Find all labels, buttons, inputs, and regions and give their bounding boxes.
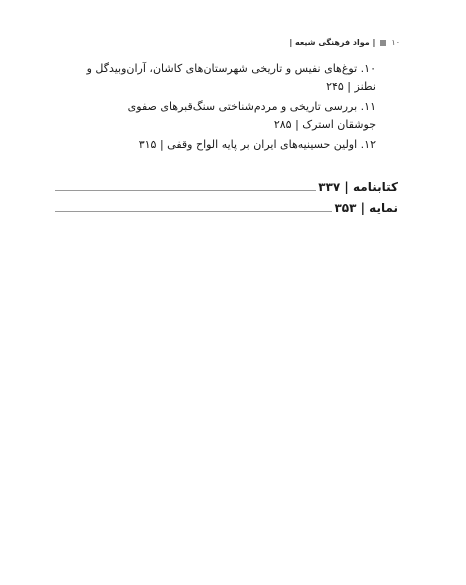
bibliography-entry: [55, 180, 398, 194]
page-number: ۱۰: [391, 38, 400, 47]
toc-item: ۱۱. بررسی تاریخی و مردم‌شناختی سنگ‌قبرهای صفوی جوشقان استرک | ۲۸۵: [127, 100, 376, 131]
running-title: | مواد فرهنگی شیعه |: [289, 38, 376, 47]
toc-item: ۱۲. اولین حسینیه‌های ایران بر پایه الواح وقفی | ۳۱۵: [138, 138, 376, 151]
bibliography-label: کتابنامه | ۳۳۷: [318, 180, 398, 194]
toc-item: ۱۰. توغ‌های نفیس و تاریخی شهرستان‌های کاشان، آران‌وبیدگل و نطنز | ۲۴۵: [86, 62, 376, 93]
index-entry: [55, 201, 398, 215]
square-bullet-icon: [380, 40, 386, 46]
leader-line: [55, 211, 332, 212]
running-header: [289, 38, 400, 47]
leader-line: [55, 190, 316, 191]
index-label: نمایه | ۳۵۳: [334, 201, 398, 215]
table-of-contents: [86, 60, 376, 156]
